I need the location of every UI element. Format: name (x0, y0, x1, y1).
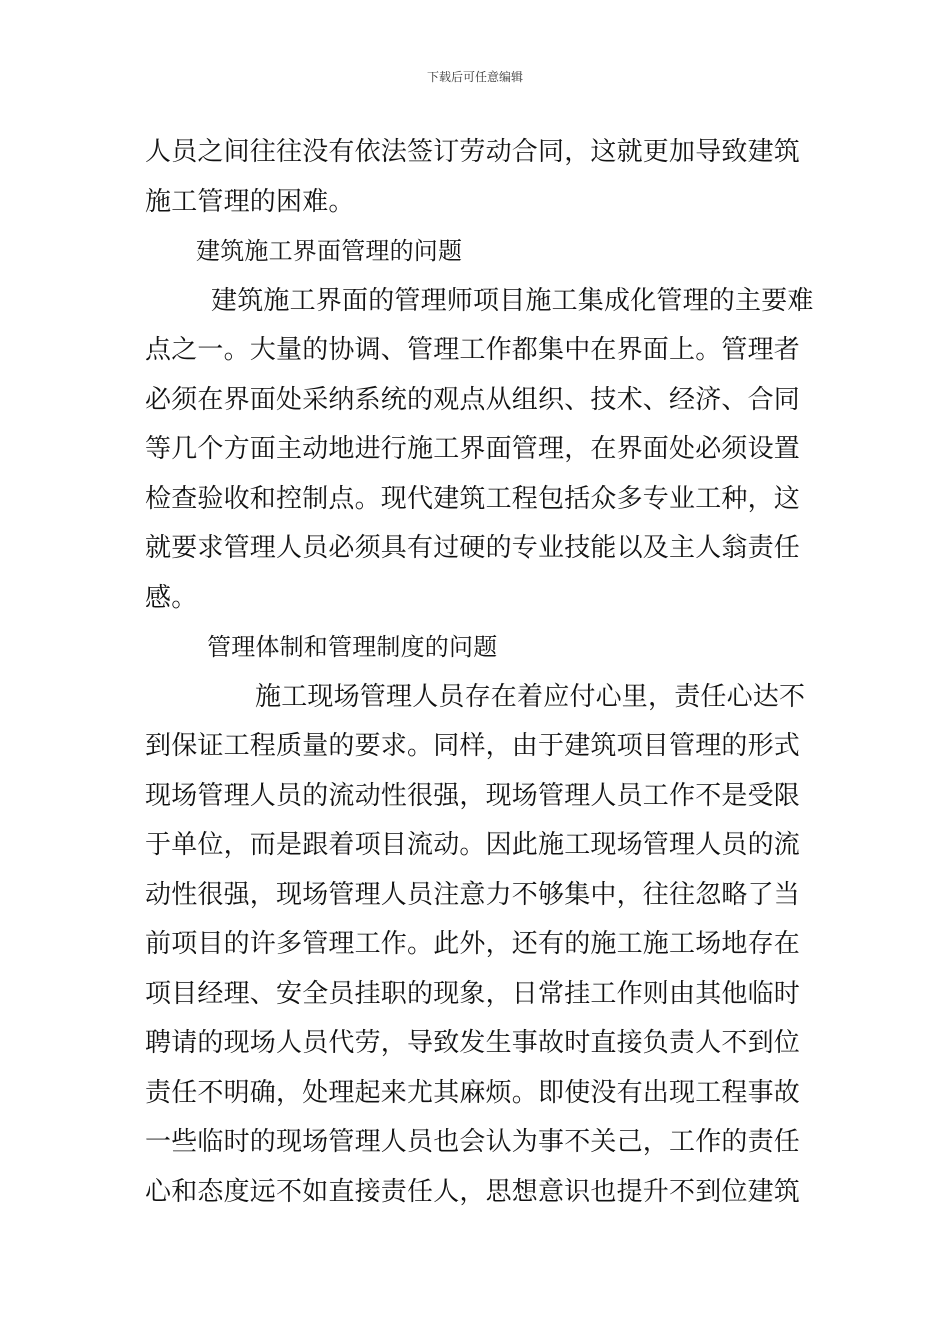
text-line: 于单位，而是跟着项目流动。因此施工现场管理人员的流 (145, 830, 801, 860)
text-line: 现场管理人员的流动性很强，现场管理人员工作不是受限 (145, 780, 801, 811)
text-line: 感。 (145, 582, 198, 613)
text-line: 必须在界面处采纳系统的观点从组织、技术、经济、合同 (145, 384, 801, 415)
text-line: 点之一。大量的协调、管理工作都集中在界面上。管理者 (145, 335, 801, 365)
text-line: 动性很强，现场管理人员注意力不够集中，往往忽略了当 (145, 879, 801, 910)
text-line: 责任不明确，处理起来尤其麻烦。即使没有出现工程事故 (145, 1077, 801, 1108)
text-line: 心和态度远不如直接责任人，思想意识也提升不到位建筑 (145, 1176, 801, 1207)
body-text (145, 128, 814, 1217)
text-line: 建筑施工界面的管理师项目施工集成化管理的主要难 (211, 285, 814, 316)
text-line: 到保证工程质量的要求。同样，由于建筑项目管理的形式 (145, 731, 801, 761)
text-line: 项目经理、安全员挂职的现象，日常挂工作则由其他临时 (145, 978, 801, 1009)
section-heading-interface: 建筑施工界面管理的问题 (196, 237, 463, 265)
text-line: 前项目的许多管理工作。此外，还有的施工施工场地存在 (145, 929, 801, 959)
text-line: 施工现场管理人员存在着应付心里，责任心达不 (255, 681, 806, 712)
section-heading-system: 管理体制和管理制度的问题 (207, 633, 498, 661)
text-line: 聘请的现场人员代劳，导致发生事故时直接负责人不到位 (145, 1028, 801, 1058)
page-header: 下载后可任意编辑 (426, 70, 523, 84)
text-line: 人员之间往往没有依法签订劳动合同，这就更加导致建筑 (145, 137, 801, 167)
text-line: 一些临时的现场管理人员也会认为事不关己，工作的责任 (145, 1127, 801, 1157)
text-line: 等几个方面主动地进行施工界面管理，在界面处必须设置 (145, 434, 801, 464)
text-line: 就要求管理人员必须具有过硬的专业技能以及主人翁责任 (145, 533, 801, 563)
text-line: 施工管理的困难。 (145, 186, 355, 217)
text-line: 检查验收和控制点。现代建筑工程包括众多专业工种，这 (145, 483, 801, 514)
